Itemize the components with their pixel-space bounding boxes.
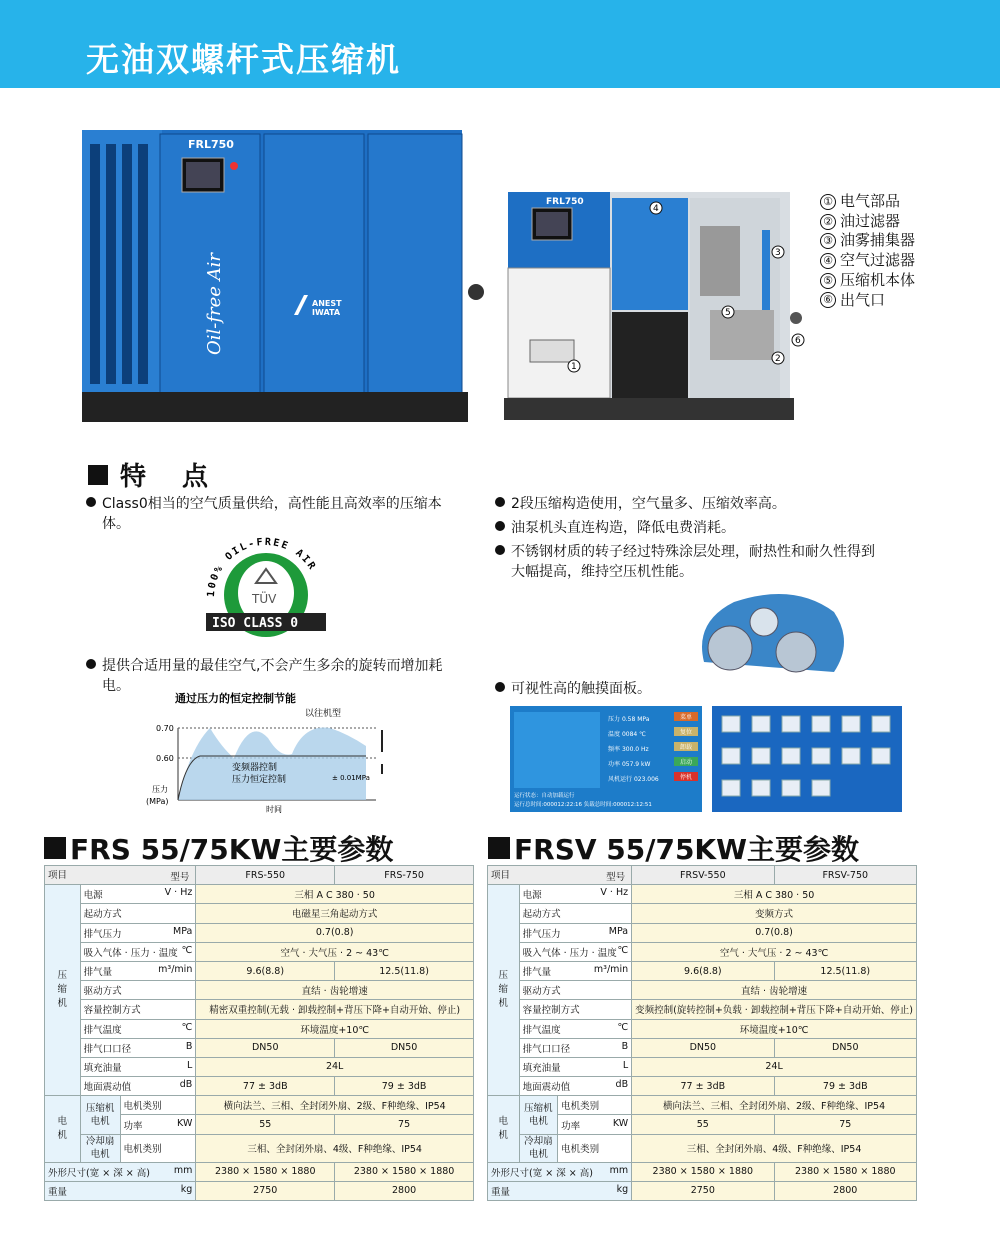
panel-row: 频率 300.0 Hz — [608, 746, 649, 753]
table-row: 排气量 m³/min 9.6(8.8) 12.5(11.8) — [45, 961, 474, 980]
table-row: 电机 压缩机电机 电机类别 横向法兰、三相、全封闭外扇、2级、F种绝缘、IP54 — [45, 1096, 474, 1115]
feature-item: Class0相当的空气质量供给，高性能且高效率的压缩本体。 — [86, 494, 466, 534]
svg-text:6: 6 — [795, 336, 801, 346]
brand-line2: IWATA — [312, 308, 341, 317]
bullet-icon — [86, 659, 96, 669]
table-row: 排气口口径 B DN50 DN50 — [488, 1038, 917, 1057]
panel-row: 风机运行 023.006 — [608, 776, 659, 783]
pressure-control-chart — [140, 688, 400, 818]
bullet-icon — [495, 497, 505, 507]
table-row: 功率 KW 55 75 — [45, 1115, 474, 1134]
table-row: 外形尺寸(宽 × 深 × 高) mm 2380 × 1580 × 1880 2380 × 1580 × 1880 — [45, 1162, 474, 1181]
panel-row: 功率 057.9 kW — [608, 761, 651, 768]
header-bar — [0, 0, 1000, 88]
chart-title: 通过压力的恒定控制节能 — [175, 692, 296, 705]
panel-stop-button[interactable]: 停机 — [674, 772, 698, 781]
table-row: 排气量 m³/min 9.6(8.8) 12.5(11.8) — [488, 961, 917, 980]
table-row: 驱动方式 直结 · 齿轮增速 — [45, 981, 474, 1000]
page-title: 无油双螺杆式压缩机 — [86, 40, 401, 79]
square-bullet-icon — [44, 837, 66, 859]
badge-arc-text: 100% OIL-FREE AIR — [205, 536, 319, 598]
legend-item: ④ 空气过滤器 — [820, 251, 915, 271]
table-header-row — [488, 866, 917, 885]
tolerance-label: ± 0.01MPa — [332, 774, 370, 782]
square-bullet-icon — [488, 837, 510, 859]
table-row: 容量控制方式 精密双重控制(无载 · 卸载控制+背压下降+自动开始、停止) — [45, 1000, 474, 1019]
table-row: 功率 KW 55 75 — [488, 1115, 917, 1134]
frsv-table-heading: FRSV 55/75KW主要参数 — [488, 828, 859, 868]
oil-free-air-label: Oil-free Air — [204, 252, 225, 355]
table-row: 地面震动值 dB 77 ± 3dB 79 ± 3dB — [488, 1077, 917, 1096]
table-row: 起动方式 变频方式 — [488, 904, 917, 923]
table-row: 吸入气体 · 压力 · 温度 ℃ 空气 · 大气压 · 2 ~ 43℃ — [488, 942, 917, 961]
table-row: 起动方式 电磁星三角起动方式 — [45, 904, 474, 923]
legend-item: ⑥ 出气口 — [820, 291, 915, 311]
panel-start-button[interactable]: 启动 — [674, 757, 698, 766]
table-row: 吸入气体 · 压力 · 温度 ℃ 空气 · 大气压 · 2 ~ 43℃ — [45, 942, 474, 961]
group-label: 压缩机 — [488, 885, 520, 1096]
legend-item: ⑤ 压缩机本体 — [820, 271, 915, 291]
table-row: 排气压力 MPa 0.7(0.8) — [45, 923, 474, 942]
old-model-label: 以往机型 — [305, 709, 342, 719]
feature-item: 油泵机头直连构造，降低电费消耗。 — [495, 518, 895, 538]
svg-text:FRL750: FRL750 — [546, 197, 584, 207]
legend-item: ② 油过滤器 — [820, 212, 915, 232]
legend-item: ① 电气部品 — [820, 192, 915, 212]
group-label: 压缩机 — [45, 885, 81, 1096]
compressor-closed-image — [82, 130, 488, 430]
table-row: 电机 压缩机电机 电机类别 横向法兰、三相、全封闭外扇、2级、F种绝缘、IP54 — [488, 1096, 917, 1115]
x-axis-label: 时间 — [266, 805, 282, 814]
table-header-row — [45, 866, 474, 885]
feature-item: 2段压缩构造使用，空气量多、压缩效率高。 — [495, 494, 895, 514]
model-item-header: 型号 项目 — [488, 866, 632, 885]
table-row: 排气压力 MPa 0.7(0.8) — [488, 923, 917, 942]
iso-class-label: ISO CLASS 0 — [212, 616, 299, 631]
table-row: 排气口口径 B DN50 DN50 — [45, 1038, 474, 1057]
table-row: 重量 kg 2750 2800 — [45, 1181, 474, 1200]
panel-row: 温度 0084 ℃ — [608, 731, 646, 738]
y-axis-label: 压力 — [152, 785, 168, 794]
table-row: 重量 kg 2750 2800 — [488, 1181, 917, 1200]
square-bullet-icon — [88, 465, 108, 485]
table-row: 容量控制方式 变频控制(旋转控制+负载 · 卸载控制+背压下降+自动开始、停止) — [488, 1000, 917, 1019]
machine-model-label: FRL750 — [188, 138, 234, 151]
svg-text:1: 1 — [571, 362, 577, 372]
constant-pressure-label: 压力恒定控制 — [232, 775, 287, 785]
bullet-icon — [495, 521, 505, 531]
table-row: 地面震动值 dB 77 ± 3dB 79 ± 3dB — [45, 1077, 474, 1096]
parts-legend — [820, 192, 915, 310]
y-axis-unit: (MPa) — [146, 797, 169, 806]
table-row: 排气温度 ℃ 环境温度+10℃ — [45, 1019, 474, 1038]
rotor-cutaway-image — [684, 582, 854, 682]
frsv-spec-table — [487, 865, 917, 1201]
model-column: FRS-550 — [196, 866, 335, 885]
table-row: 压缩机 电源 V · Hz 三相 A C 380 · 50 — [488, 885, 917, 904]
table-row: 填充油量 L 24L — [488, 1057, 917, 1076]
panel-status-text: 运行状态：自动加载运行 — [514, 793, 575, 799]
feature-item: 不锈钢材质的转子经过特殊涂层处理，耐热性和耐久性得到大幅提高，维持空压机性能。 — [495, 542, 875, 582]
panel-reset-button[interactable]: 复位 — [674, 727, 698, 736]
table-row: 压缩机 电源 V · Hz 三相 A C 380 · 50 — [45, 885, 474, 904]
svg-text:4: 4 — [653, 204, 659, 214]
frs-table-heading: FRS 55/75KW主要参数 — [44, 828, 393, 868]
table-row: 排气温度 ℃ 环境温度+10℃ — [488, 1019, 917, 1038]
svg-text:5: 5 — [725, 308, 731, 318]
panel-row: 压力 0.58 MPa — [608, 716, 650, 723]
table-row: 驱动方式 直结 · 齿轮增速 — [488, 981, 917, 1000]
brand-line1: ANEST — [312, 299, 342, 308]
features-heading: 特点 — [88, 456, 244, 493]
compressor-open-image — [500, 190, 810, 440]
svg-text:2: 2 — [775, 354, 781, 364]
feature-item: 可视性高的触摸面板。 — [495, 679, 895, 699]
model-column: FRSV-750 — [774, 866, 916, 885]
table-row: 冷却扇电机 电机类别 三相、全封闭外扇、4级、F种绝缘、IP54 — [488, 1134, 917, 1162]
legend-item: ③ 油雾捕集器 — [820, 231, 915, 251]
iso-class0-badge — [196, 525, 336, 637]
inverter-label: 变频器控制 — [232, 763, 278, 773]
feature-item: 提供合适用量的最佳空气,不会产生多余的旋转而增加耗电。 — [86, 656, 466, 696]
svg-text:3: 3 — [775, 248, 781, 258]
y-tick-top: 0.70 — [156, 724, 174, 733]
table-row: 外形尺寸(宽 × 深 × 高) mm 2380 × 1580 × 1880 2380 × 1580 × 1880 — [488, 1162, 917, 1181]
panel-time-text: 运行总时间:000012:22:16 负载总时间:000012:12:51 — [514, 802, 652, 808]
panel-unload-button[interactable]: 卸载 — [674, 742, 698, 751]
bullet-icon — [495, 545, 505, 555]
table-row: 冷却扇电机 电机类别 三相、全封闭外扇、4级、F种绝缘、IP54 — [45, 1134, 474, 1162]
model-column: FRS-750 — [335, 866, 474, 885]
y-tick-mid: 0.60 — [156, 754, 174, 763]
bullet-icon — [495, 682, 505, 692]
model-item-header: 型号 项目 — [45, 866, 196, 885]
table-row: 填充油量 L 24L — [45, 1057, 474, 1076]
group-label: 电机 — [45, 1096, 81, 1162]
touch-panel-status-screen — [510, 706, 702, 812]
touch-panel-menu-screen — [712, 706, 902, 812]
panel-menu-button[interactable]: 菜单 — [674, 712, 698, 721]
bullet-icon — [86, 497, 96, 507]
model-column: FRSV-550 — [632, 866, 774, 885]
frs-spec-table — [44, 865, 474, 1201]
group-label: 电机 — [488, 1096, 520, 1162]
tuv-mark: TÜV — [252, 592, 277, 606]
